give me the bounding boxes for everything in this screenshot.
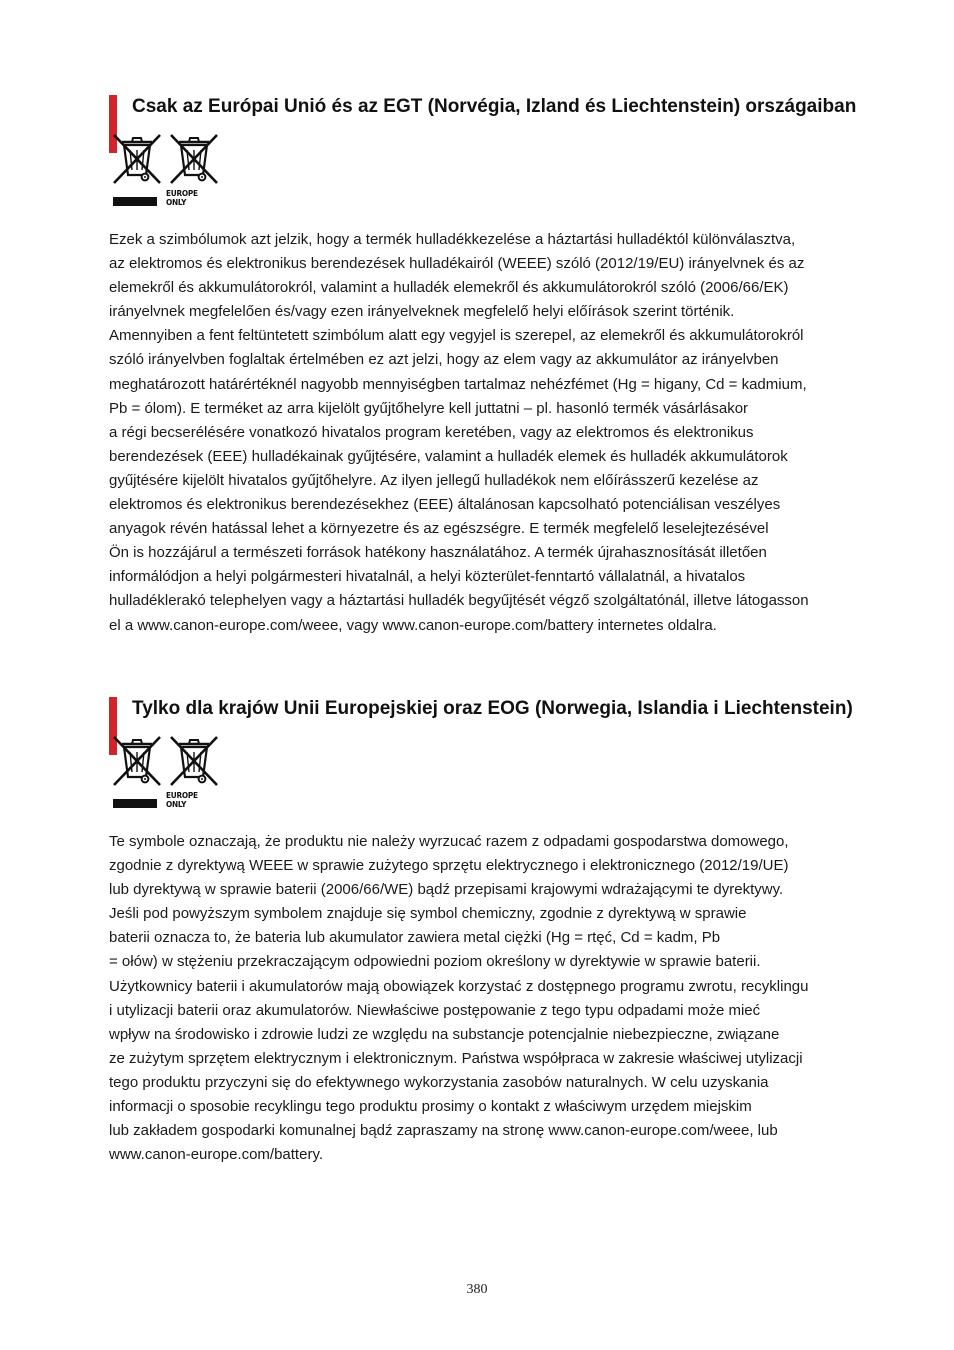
- body-line: informálódjon a helyi polgármesteri hivatalnál, a helyi közterület-fenntartó vállalatnál, a hivatalos: [109, 568, 746, 586]
- body-line: www.canon-europe.com/battery.: [109, 1146, 323, 1164]
- body-line: szóló irányelvben foglaltak értelmében ez azt jelzi, hogy az elem vagy az akkumulátor az irányelvben: [109, 351, 779, 369]
- body-line: berendezések (EEE) hulladékainak gyűjtésére, valamint a hulladék elemek és hulladék akkumulátorok: [109, 447, 788, 465]
- body-line: baterii oznacza to, że bateria lub akumulator zawiera metal ciężki (Hg = rtęć, Cd = kadm, Pb: [109, 929, 721, 947]
- section-body: [109, 830, 869, 1167]
- body-line: i utylizacji baterii oraz akumulatorów. Niewłaściwe postępowanie z tego typu odpadami może mieć: [109, 1001, 761, 1019]
- europe-only-label: EUROPE ONLY: [166, 791, 198, 809]
- section-heading-text: Tylko dla krajów Unii Europejskiej oraz EOG (Norwegia, Islandia i Liechtenstein): [132, 698, 853, 719]
- crossed-bin-icon: [109, 131, 165, 187]
- body-line: Ezek a szimbólumok azt jelzik, hogy a termék hulladékkezelése a háztartási hulladéktól különválasztva,: [109, 231, 796, 248]
- body-line: el a www.canon-europe.com/weee, vagy www.canon-europe.com/battery internetes oldalra.: [109, 616, 717, 634]
- body-line: Pb = ólom). E terméket az arra kijelölt gyűjtőhelyre kell juttatni – pl. hasonló termék vásárlásakor: [109, 399, 749, 417]
- section-heading: [109, 94, 869, 119]
- section-heading-text: Csak az Európai Unió és az EGT (Norvégia, Izland és Liechtenstein) országaiban: [132, 96, 857, 117]
- body-line: hulladéklerakó telephelyen vagy a háztartási hulladék begyűjtését végző szolgáltatónál, illetve látogasson: [109, 592, 809, 610]
- body-line: Amennyiben a fent feltüntetett szimbólum alatt egy vegyjel is szerepel, az elemekről és akkumulátorokról: [109, 327, 804, 345]
- body-line: gyűjtésére kijelölt hivatalos gyűjtőhelyre. Az ilyen jellegű hulladékok nem előírásszerű kezelése az: [109, 471, 759, 489]
- section-heading: [109, 696, 869, 721]
- body-line: lub zakładem gospodarki komunalnej bądź zapraszamy na stronę www.canon-europe.com/weee, lub: [109, 1122, 778, 1140]
- weee-section-hungarian: [109, 94, 869, 638]
- symbol-underline-bar: [113, 799, 157, 808]
- body-line: Te symbole oznaczają, że produktu nie należy wyrzucać razem z odpadami gospodarstwa domowego,: [109, 833, 789, 850]
- body-line: wpływ na środowisko i zdrowie ludzi ze względu na substancje potencjalnie niebezpieczne, związane: [109, 1025, 780, 1043]
- body-line: lub dyrektywą w sprawie baterii (2006/66/WE) bądź przepisami krajowymi wdrażającymi te dyrektywy.: [109, 881, 784, 899]
- body-line: ze zużytym sprzętem elektrycznym i elektronicznym. Państwa współpraca w zakresie właściwej utylizacji: [109, 1049, 803, 1067]
- crossed-bin-europe-only-icon: [166, 131, 222, 187]
- body-line: az elektromos és elektronikus berendezések hulladékairól (WEEE) szóló (2012/19/EU) irányelvnek és az: [109, 255, 805, 273]
- body-line: elemekről és akkumulátorokról, valamint a hulladék elemekről és akkumulátorokról szóló (2006/66/EK): [109, 279, 789, 297]
- weee-symbols: [109, 733, 869, 811]
- body-line: zgodnie z dyrektywą WEEE w sprawie zużytego sprzętu elektrycznego i elektronicznego (2012/19/UE): [109, 857, 789, 875]
- symbol-underline-bar: [113, 197, 157, 206]
- body-line: elektromos és elektronikus berendezésekhez (EEE) általánosan kapcsolható potenciálisan veszélyes: [109, 496, 781, 514]
- body-line: Ön is hozzájárul a természeti források hatékony használatához. A termék újrahasznosítását illetően: [109, 544, 767, 562]
- body-line: anyagok révén hatással lehet a környezetre és az egészségre. E termék megfelelő leselejtezésével: [109, 520, 769, 538]
- weee-section-polish: [109, 696, 869, 1167]
- body-line: meghatározott határértéknél nagyobb mennyiségben tartalmaz nehézfémet (Hg = higany, Cd = kadmium,: [109, 375, 807, 393]
- crossed-bin-icon: [109, 733, 165, 789]
- page-number: 380: [466, 1282, 488, 1297]
- section-body: [109, 228, 869, 638]
- body-line: tego produktu przyczyni się do efektywnego wykorzystania zasobów naturalnych. W celu uzyskania: [109, 1073, 769, 1091]
- weee-symbols: [109, 131, 869, 209]
- europe-only-label: EUROPE ONLY: [166, 189, 198, 207]
- body-line: informacji o sposobie recyklingu tego produktu prosimy o kontakt z właściwym urzędem miejskim: [109, 1098, 752, 1116]
- crossed-bin-europe-only-icon: [166, 733, 222, 789]
- body-line: Użytkownicy baterii i akumulatorów mają obowiązek korzystać z dostępnego programu zwrotu, recyklingu: [109, 977, 809, 995]
- body-line: irányelvnek megfelelően és/vagy ezen irányelveknek megfelelő helyi előírások szerint történik.: [109, 303, 735, 321]
- body-line: a régi becserélésére vonatkozó hivatalos program keretében, vagy az elektromos és elektronikus: [109, 423, 754, 441]
- body-line: Jeśli pod powyższym symbolem znajduje się symbol chemiczny, zgodnie z dyrektywą w sprawie: [109, 905, 747, 923]
- body-line: = ołów) w stężeniu przekraczającym odpowiedni poziom określony w dyrektywie w sprawie baterii.: [109, 953, 761, 971]
